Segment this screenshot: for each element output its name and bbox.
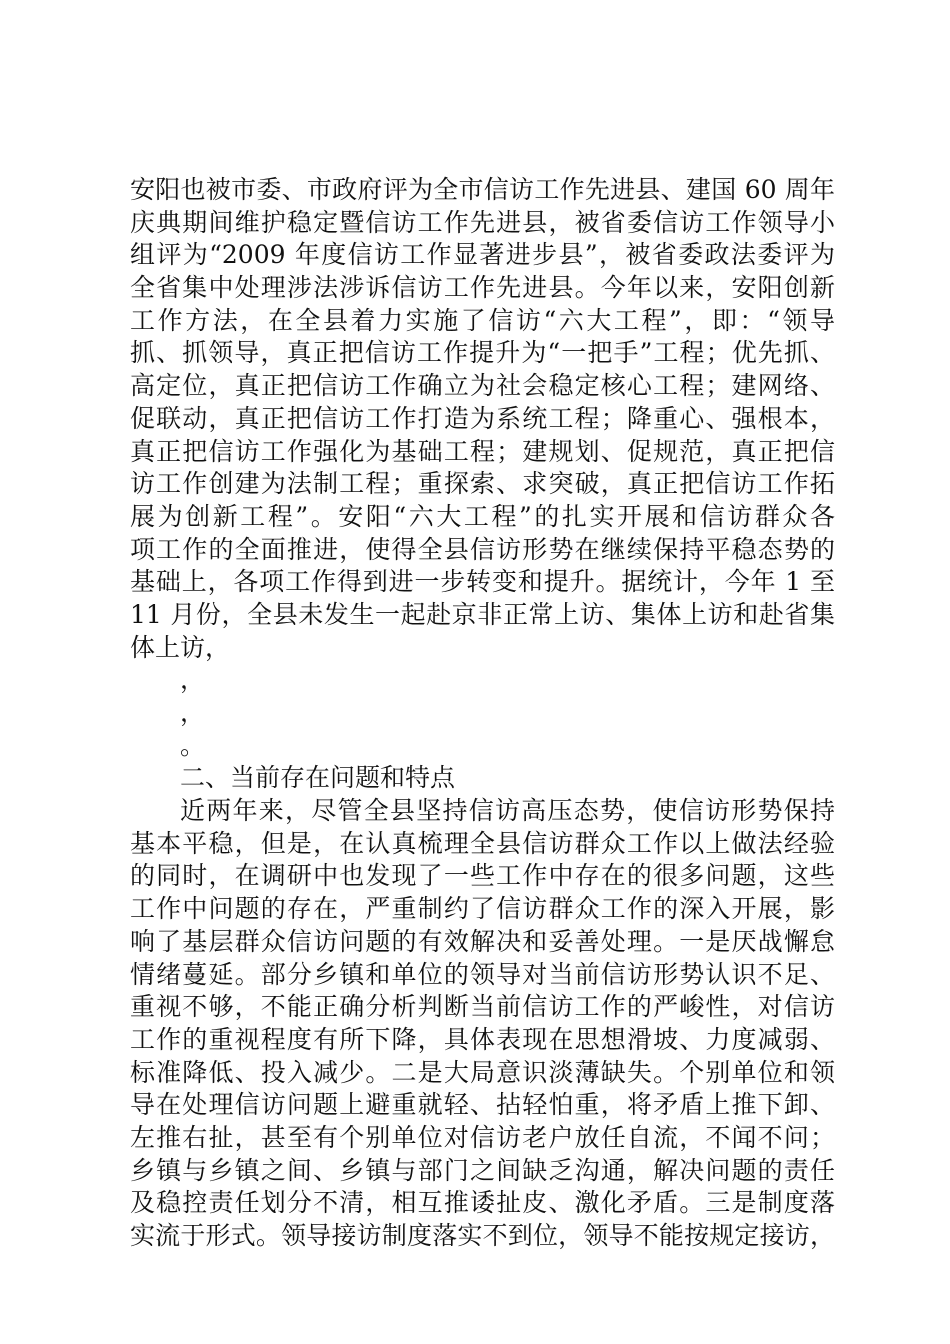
text-line: 工作中问题的存在，严重制约了信访群众工作的深入开展，影 — [130, 894, 835, 924]
text-line: 11 月份，全县未发生一起赴京非正常上访、集体上访和赴省集 — [130, 599, 835, 629]
paragraph-first-line: 近两年来，尽管全县坚持信访高压态势，使信访形势保持 — [180, 796, 835, 826]
text-line: 乡镇与乡镇之间、乡镇与部门之间缺乏沟通，解决问题的责任 — [130, 1155, 835, 1185]
text-line: 高定位，真正把信访工作确立为社会稳定核心工程；建网络、 — [130, 371, 835, 401]
text-line: 左推右扯，甚至有个别单位对信访老户放任自流，不闻不问； — [130, 1122, 835, 1152]
text-line: 工作方法，在全县着力实施了信访“六大工程”，即：“领导 — [130, 305, 835, 335]
text-line: 访工作创建为法制工程；重探索、求突破，真正把信访工作拓 — [130, 469, 835, 499]
text-line: 基础上，各项工作得到进一步转变和提升。据统计，今年 1 至 — [130, 567, 835, 597]
text-line: 标准降低、投入减少。二是大局意识淡薄缺失。个别单位和领 — [130, 1057, 835, 1087]
text-line: 组评为“2009 年度信访工作显著进步县”，被省委政法委评为 — [130, 240, 835, 270]
text-line: 导在处理信访问题上避重就轻、拈轻怕重，将矛盾上推下卸、 — [130, 1090, 835, 1120]
text-line: 重视不够，不能正确分析判断当前信访工作的严峻性，对信访 — [130, 992, 835, 1022]
text-line: 展为创新工程”。安阳“六大工程”的扎实开展和信访群众各 — [130, 501, 835, 531]
text-line: 工作的重视程度有所下降，具体表现在思想滑坡、力度减弱、 — [130, 1024, 835, 1054]
section-heading: 二、当前存在问题和特点 — [180, 763, 456, 793]
text-line: 庆典期间维护稳定暨信访工作先进县，被省委信访工作领导小 — [130, 207, 835, 237]
text-line: 响了基层群众信访问题的有效解决和妥善处理。一是厌战懈怠 — [130, 926, 835, 956]
punctuation-line: ， — [180, 698, 206, 727]
text-line: 实流于形式。领导接访制度落实不到位，领导不能按规定接访， — [130, 1221, 835, 1250]
text-line: 促联动，真正把信访工作打造为系统工程；降重心、强根本， — [130, 403, 835, 433]
text-line: 及稳控责任划分不清，相互推诿扯皮、激化矛盾。三是制度落 — [130, 1188, 835, 1218]
punctuation-line: 。 — [180, 730, 206, 760]
body-text — [130, 174, 835, 1253]
text-line: 体上访， — [130, 632, 231, 662]
text-line: 基本平稳，但是，在认真梳理全县信访群众工作以上做法经验 — [130, 828, 835, 858]
text-line: 全省集中处理涉法涉诉信访工作先进县。今年以来，安阳创新 — [130, 273, 835, 303]
text-line: 安阳也被市委、市政府评为全市信访工作先进县、建国 60 周年 — [130, 175, 835, 204]
text-line: 项工作的全面推进，使得全县信访形势在继续保持平稳态势的 — [130, 534, 835, 564]
text-line: 情绪蔓延。部分乡镇和单位的领导对当前信访形势认识不足、 — [130, 959, 835, 989]
punctuation-line: ， — [180, 665, 206, 695]
text-line: 的同时，在调研中也发现了一些工作中存在的很多问题，这些 — [130, 861, 835, 891]
text-line: 抓、抓领导，真正把信访工作提升为“一把手”工程；优先抓、 — [130, 338, 835, 368]
text-line: 真正把信访工作强化为基础工程；建规划、促规范，真正把信 — [130, 436, 835, 466]
